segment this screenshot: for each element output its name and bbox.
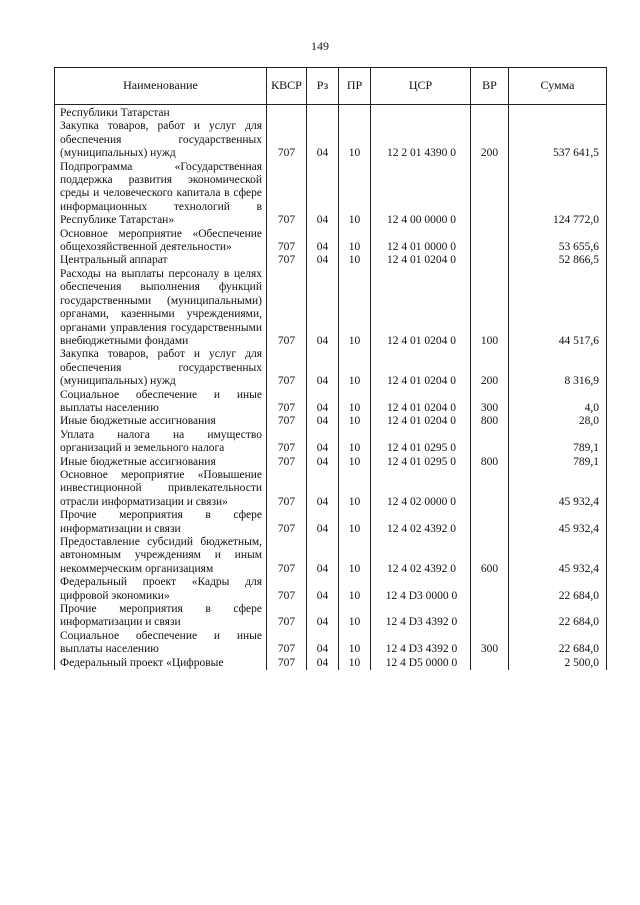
row-csr: 12 4 D3 4392 0 (371, 603, 471, 630)
row-sum: 8 316,9 (509, 348, 607, 388)
row-kvsr: 707 (267, 415, 307, 428)
row-name: Закупка товаров, работ и услуг для обеспечения государственных (муниципальных) нужд (55, 348, 267, 388)
row-rz: 04 (307, 161, 339, 228)
row-csr: 12 4 00 0000 0 (371, 161, 471, 228)
row-kvsr: 707 (267, 254, 307, 267)
header-kvsr: КВСР (267, 68, 307, 105)
row-pr: 10 (339, 268, 371, 348)
row-vr (471, 603, 509, 630)
row-kvsr: 707 (267, 603, 307, 630)
row-sum: 789,1 (509, 456, 607, 469)
page-number: 149 (311, 39, 329, 53)
row-name: Прочие мероприятия в сфере информатизации и связи (55, 509, 267, 536)
row-kvsr: 707 (267, 389, 307, 416)
row-pr: 10 (339, 161, 371, 228)
row-sum: 2 500,0 (509, 657, 607, 670)
table-row (55, 120, 607, 160)
row-name: Расходы на выплаты персоналу в целях обеспечения выполнения функций государственными (муниципальными) органами, казенными учреждениями, органами управления государственными внебюджетными фондами (55, 268, 267, 348)
table-body (55, 105, 607, 671)
row-sum: 45 932,4 (509, 469, 607, 509)
row-csr (371, 105, 471, 121)
row-name: Уплата налога на имущество организаций и земельного налога (55, 429, 267, 456)
row-rz: 04 (307, 429, 339, 456)
row-rz: 04 (307, 120, 339, 160)
row-sum (509, 105, 607, 121)
table-row (55, 415, 607, 428)
table-row (55, 228, 607, 255)
table-row (55, 576, 607, 603)
row-rz: 04 (307, 576, 339, 603)
row-kvsr: 707 (267, 228, 307, 255)
row-vr: 100 (471, 268, 509, 348)
row-csr: 12 4 02 0000 0 (371, 469, 471, 509)
row-sum: 537 641,5 (509, 120, 607, 160)
table-row (55, 469, 607, 509)
row-csr: 12 2 01 4390 0 (371, 120, 471, 160)
row-vr: 200 (471, 348, 509, 388)
row-kvsr: 707 (267, 429, 307, 456)
row-sum: 789,1 (509, 429, 607, 456)
table-row (55, 429, 607, 456)
row-vr: 300 (471, 389, 509, 416)
row-pr: 10 (339, 429, 371, 456)
row-csr: 12 4 D3 0000 0 (371, 576, 471, 603)
row-vr: 800 (471, 456, 509, 469)
row-csr: 12 4 D5 0000 0 (371, 657, 471, 670)
row-kvsr: 707 (267, 536, 307, 576)
row-rz: 04 (307, 348, 339, 388)
row-pr: 10 (339, 415, 371, 428)
row-kvsr: 707 (267, 120, 307, 160)
row-kvsr: 707 (267, 268, 307, 348)
row-pr: 10 (339, 509, 371, 536)
row-vr (471, 254, 509, 267)
row-kvsr: 707 (267, 161, 307, 228)
row-name: Центральный аппарат (55, 254, 267, 267)
row-csr: 12 4 01 0295 0 (371, 429, 471, 456)
table-row (55, 630, 607, 657)
row-vr (471, 228, 509, 255)
table-row (55, 603, 607, 630)
row-pr: 10 (339, 389, 371, 416)
row-vr (471, 657, 509, 670)
row-csr: 12 4 01 0204 0 (371, 254, 471, 267)
header-name: Наименование (55, 68, 267, 105)
table-row (55, 456, 607, 469)
row-sum: 45 932,4 (509, 536, 607, 576)
header-vr: ВР (471, 68, 509, 105)
row-rz: 04 (307, 228, 339, 255)
row-name: Иные бюджетные ассигнования (55, 415, 267, 428)
row-csr: 12 4 D3 4392 0 (371, 630, 471, 657)
table-row (55, 254, 607, 267)
row-name: Республики Татарстан (55, 105, 267, 121)
row-pr: 10 (339, 228, 371, 255)
row-rz: 04 (307, 630, 339, 657)
row-rz: 04 (307, 603, 339, 630)
table-row (55, 348, 607, 388)
row-sum: 53 655,6 (509, 228, 607, 255)
row-pr: 10 (339, 603, 371, 630)
header-sum: Сумма (509, 68, 607, 105)
row-name: Социальное обеспечение и иные выплаты населению (55, 630, 267, 657)
row-vr: 800 (471, 415, 509, 428)
row-sum: 52 866,5 (509, 254, 607, 267)
row-vr (471, 105, 509, 121)
row-vr: 200 (471, 120, 509, 160)
row-pr: 10 (339, 456, 371, 469)
row-name: Федеральный проект «Цифровые (55, 657, 267, 670)
row-rz: 04 (307, 254, 339, 267)
header-rz: Рз (307, 68, 339, 105)
row-kvsr: 707 (267, 657, 307, 670)
row-name: Основное мероприятие «Повышение инвестиционной привлекательности отрасли информатизации и связи» (55, 469, 267, 509)
row-rz: 04 (307, 509, 339, 536)
row-name: Основное мероприятие «Обеспечение общехозяйственной деятельности» (55, 228, 267, 255)
table-row (55, 268, 607, 348)
row-csr: 12 4 01 0204 0 (371, 348, 471, 388)
row-vr: 600 (471, 536, 509, 576)
row-csr: 12 4 01 0000 0 (371, 228, 471, 255)
row-rz: 04 (307, 415, 339, 428)
row-kvsr: 707 (267, 509, 307, 536)
table-row (55, 657, 607, 670)
row-rz: 04 (307, 536, 339, 576)
budget-table (54, 67, 607, 670)
row-name: Федеральный проект «Кадры для цифровой экономики» (55, 576, 267, 603)
header-pr: ПР (339, 68, 371, 105)
row-pr: 10 (339, 576, 371, 603)
row-pr: 10 (339, 469, 371, 509)
row-rz: 04 (307, 657, 339, 670)
row-rz: 04 (307, 268, 339, 348)
row-pr: 10 (339, 630, 371, 657)
row-vr (471, 509, 509, 536)
row-pr: 10 (339, 120, 371, 160)
row-name: Подпрограмма «Государственная поддержка развития экономической среды и человеческого капитала в сфере информационных технологий в Республике Татарстан» (55, 161, 267, 228)
row-vr (471, 576, 509, 603)
row-pr (339, 105, 371, 121)
row-name: Иные бюджетные ассигнования (55, 456, 267, 469)
row-kvsr: 707 (267, 469, 307, 509)
row-csr: 12 4 02 4392 0 (371, 509, 471, 536)
row-sum: 44 517,6 (509, 268, 607, 348)
row-sum: 4,0 (509, 389, 607, 416)
table-row (55, 536, 607, 576)
row-kvsr: 707 (267, 456, 307, 469)
row-sum: 28,0 (509, 415, 607, 428)
table-row (55, 105, 607, 121)
row-pr: 10 (339, 348, 371, 388)
row-kvsr: 707 (267, 630, 307, 657)
row-rz: 04 (307, 389, 339, 416)
row-rz: 04 (307, 456, 339, 469)
row-name: Предоставление субсидий бюджетным, автономным учреждениям и иным некоммерческим организациям (55, 536, 267, 576)
row-vr (471, 161, 509, 228)
row-csr: 12 4 01 0295 0 (371, 456, 471, 469)
row-kvsr: 707 (267, 348, 307, 388)
table-header-row (55, 68, 607, 105)
row-sum: 22 684,0 (509, 576, 607, 603)
row-rz (307, 105, 339, 121)
row-sum: 22 684,0 (509, 603, 607, 630)
table-row (55, 509, 607, 536)
row-vr: 300 (471, 630, 509, 657)
row-sum: 45 932,4 (509, 509, 607, 536)
row-kvsr: 707 (267, 576, 307, 603)
row-vr (471, 469, 509, 509)
row-sum: 22 684,0 (509, 630, 607, 657)
header-csr: ЦСР (371, 68, 471, 105)
row-pr: 10 (339, 657, 371, 670)
table-row (55, 389, 607, 416)
row-pr: 10 (339, 254, 371, 267)
row-pr: 10 (339, 536, 371, 576)
row-vr (471, 429, 509, 456)
row-csr: 12 4 01 0204 0 (371, 389, 471, 416)
row-name: Социальное обеспечение и иные выплаты населению (55, 389, 267, 416)
row-rz: 04 (307, 469, 339, 509)
row-name: Закупка товаров, работ и услуг для обеспечения государственных (муниципальных) нужд (55, 120, 267, 160)
row-csr: 12 4 01 0204 0 (371, 415, 471, 428)
row-csr: 12 4 01 0204 0 (371, 268, 471, 348)
table-row (55, 161, 607, 228)
row-name: Прочие мероприятия в сфере информатизации и связи (55, 603, 267, 630)
row-sum: 124 772,0 (509, 161, 607, 228)
row-kvsr (267, 105, 307, 121)
row-csr: 12 4 02 4392 0 (371, 536, 471, 576)
